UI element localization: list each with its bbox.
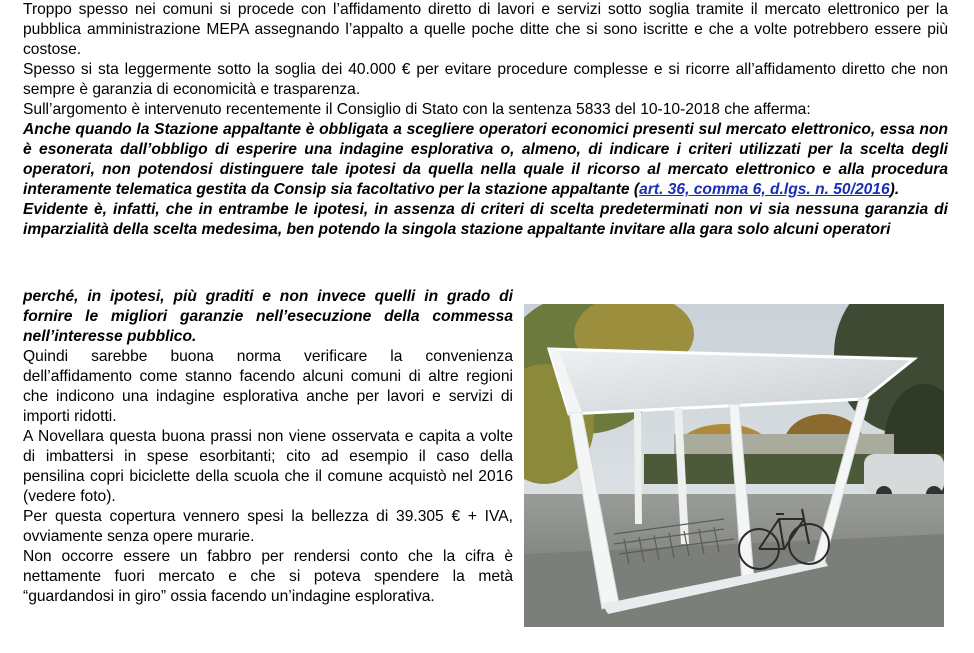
quote-paragraph-1 bbox=[23, 120, 948, 200]
quote-paragraph-2: Evidente è, infatti, che in entrambe le ipotesi, in assenza di criteri di scelta predeterminati non vi sia nessuna garanzia di imparzialità della scelta medesima, ben potendo la singola stazione appaltante invitare alla gara solo alcuni operatori bbox=[23, 201, 948, 238]
paragraph-recommendation: Quindi sarebbe buona norma verificare la convenienza dell’affidamento come stanno facendo alcuni comuni di altre regioni che indicono una indagine esplorativa anche per lavori e servizi di importi ridotti. bbox=[23, 348, 513, 425]
paragraph-council: Sull’argomento è intervenuto recentemente il Consiglio di Stato con la sentenza 5833 del 10-10-2018 che afferma: bbox=[23, 101, 811, 118]
document-page bbox=[23, 0, 948, 240]
left-column-text bbox=[23, 287, 513, 607]
full-width-text bbox=[23, 0, 948, 240]
paragraph-intro: Troppo spesso nei comuni si procede con l’affidamento diretto di lavori e servizi sotto soglia tramite il mercato elettronico per la pubblica amministrazione MEPA assegnando l’appalto a quelle poche ditte che si sono iscritte e che a volte potrebbero essere più costose. bbox=[23, 1, 948, 58]
paragraph-novellara: A Novellara questa buona prassi non viene osservata e capita a volte di imbattersi in spese esorbitanti; cito ad esempio il caso della pensilina copri biciclette della scuola che il comune acquistò nel 2016 (vedere foto). bbox=[23, 428, 513, 505]
quote1-end: ). bbox=[889, 181, 900, 198]
law-reference-link[interactable]: art. 36, comma 6, d.lgs. n. 50/2016 bbox=[639, 181, 890, 198]
bicycle-shelter-photo bbox=[524, 304, 944, 627]
paragraph-cost: Per questa copertura vennero spesi la bellezza di 39.305 € + IVA, ovviamente senza opere murarie. bbox=[23, 508, 513, 545]
paragraph-threshold: Spesso si sta leggermente sotto la soglia dei 40.000 € per evitare procedure complesse e si ricorre all’affidamento diretto che non sempre è garanzia di economicità e trasparenza. bbox=[23, 61, 948, 98]
quote1-text: Anche quando la Stazione appaltante è obbligata a scegliere operatori economici presenti sul mercato elettronico, essa non è esonerata dall’obbligo di esperire una indagine esplorativa o, almeno, di indicare i criteri utilizzati per la scelta degli operatori, non potendosi distinguere tale ipotesi da quella nella quale il ricorso al mercato elettronico e alla procedura interamente telematica gestita da Consip sia facoltativo per la stazione appaltante ( bbox=[23, 121, 948, 198]
paragraph-conclusion: Non occorre essere un fabbro per rendersi conto che la cifra è nettamente fuori mercato e che si poteva spendere la metà “guardandosi in giro” ossia facendo un’indagine esplorativa. bbox=[23, 548, 513, 605]
quote-paragraph-2-continued: perché, in ipotesi, più graditi e non invece quelli in grado di fornire le migliori garanzie nell’esecuzione della commessa nell’interesse pubblico. bbox=[23, 288, 513, 345]
